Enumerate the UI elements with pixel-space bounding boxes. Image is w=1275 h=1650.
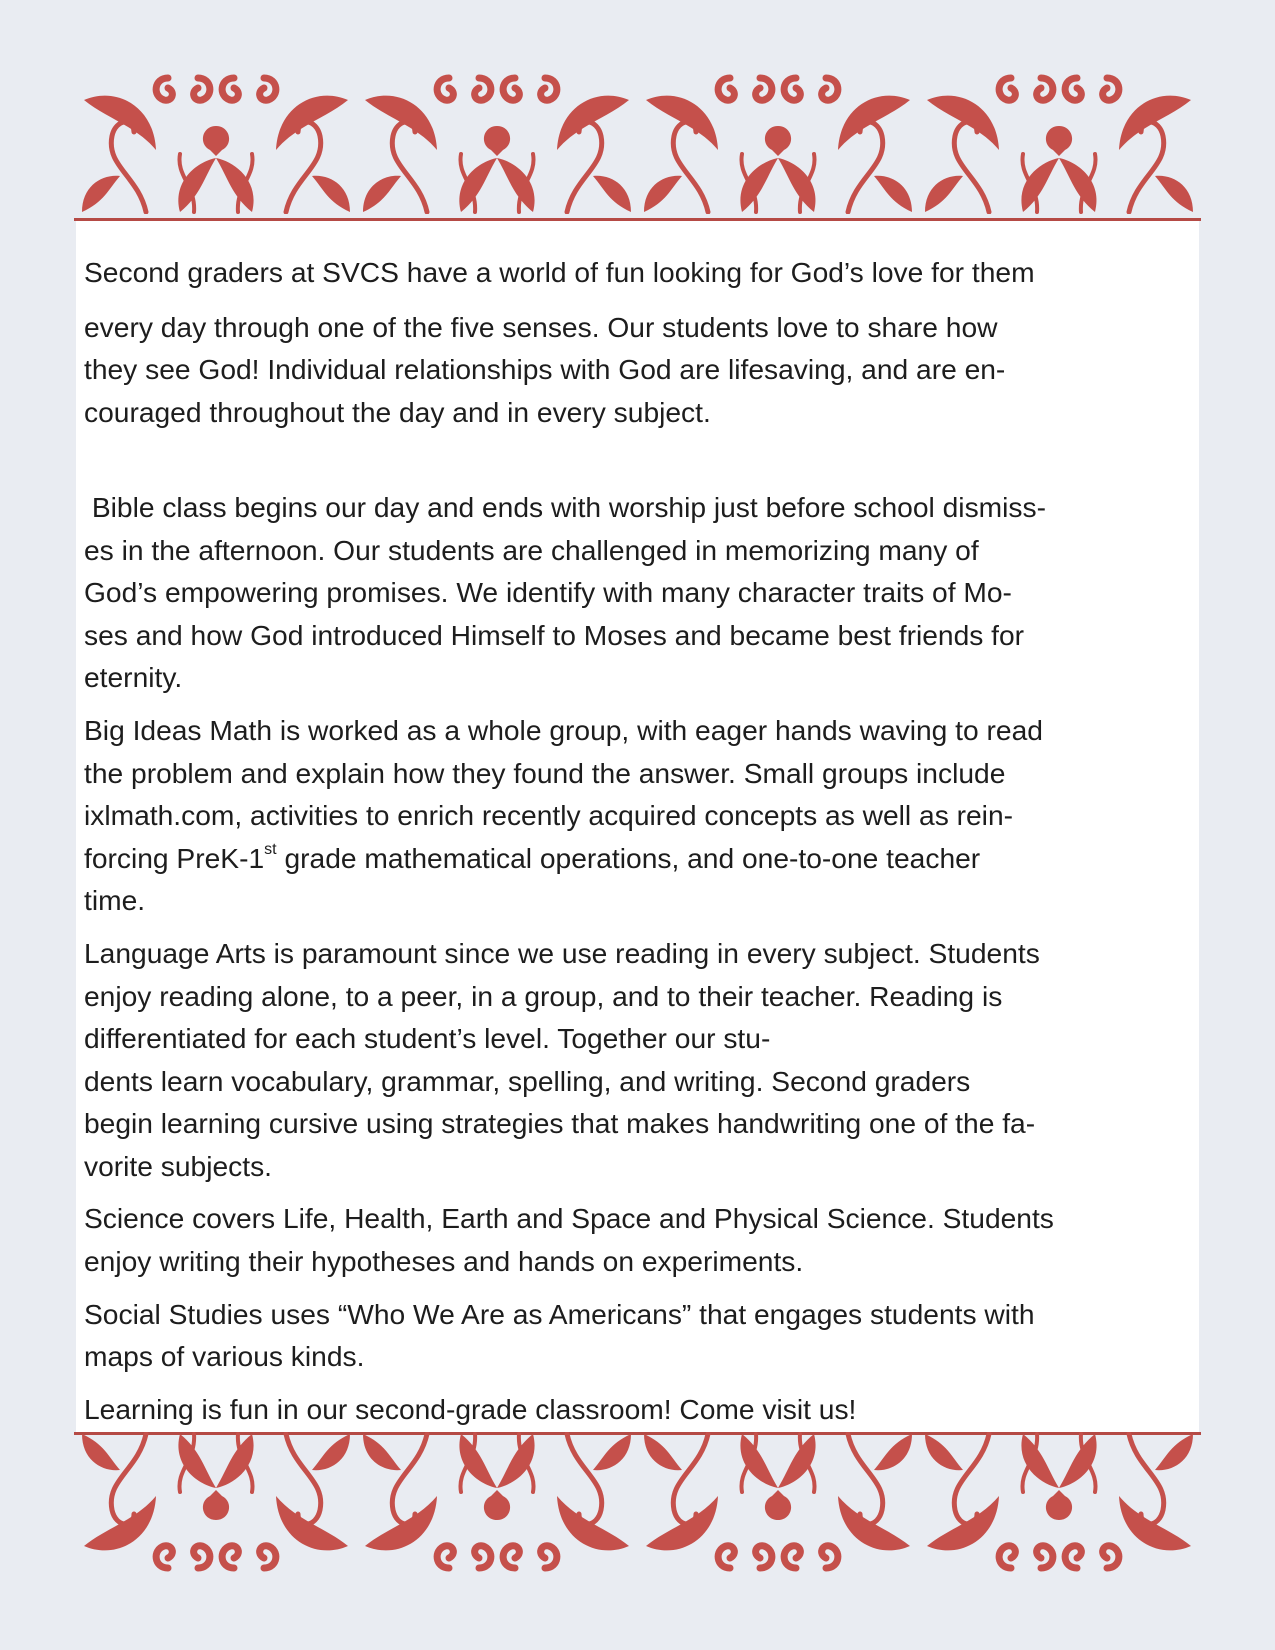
content-panel [76,221,1199,1432]
floral-border-icon [76,66,1200,214]
text-line: ixlmath.com, activities to enrich recently acquired concepts as well as rein- [84,799,1014,832]
text-line: they see God! Individual relationships with God are lifesaving, and are en- [84,353,1006,386]
ordinal-superscript: st [264,840,277,858]
paragraph-closing [84,1388,1191,1431]
text-line: God’s empowering promises. We identify with many character traits of Mo- [84,576,1012,609]
text-line: Bible class begins our day and ends with worship just before school dismiss- [84,490,1046,523]
text-line: the problem and explain how they found the answer. Small groups include [84,756,1006,789]
text-line: maps of various kinds. [84,1340,365,1373]
text-line: differentiated for each student’s level. Together our stu- [84,1022,771,1055]
bottom-floral-border [76,1432,1200,1580]
text-line: Big Ideas Math is worked as a whole group, with eager hands waving to read [84,713,1043,746]
text-line: Learning is fun in our second-grade classroom! Come visit us! [84,1392,857,1425]
text-line: es in the afternoon. Our students are challenged in memorizing many of [84,533,979,566]
paragraph-bible [84,443,1191,699]
text-line: Language Arts is paramount since we use reading in every subject. Students [84,936,1040,969]
text-line: couraged throughout the day and in every subject. [84,395,711,428]
text-fragment: grade mathematical operations, and one-to-one teacher [276,841,981,874]
text-line: time. [84,884,146,917]
paragraph-intro [84,251,1191,433]
text-line: eternity. [84,661,183,694]
top-floral-border [76,66,1200,214]
text-line-with-superscript [84,837,1191,880]
paragraph-science [84,1197,1191,1282]
text-line: Social Studies uses “Who We Are as Americans” that engages students with [84,1297,1035,1330]
paragraph-math [84,709,1191,922]
text-line: ses and how God introduced Himself to Moses and became best friends for [84,618,1025,651]
paragraph-language-arts [84,932,1191,1188]
text-line: vorite subjects. [84,1149,272,1182]
text-line: every day through one of the five senses. Our students love to share how [84,310,998,343]
text-line: enjoy writing their hypotheses and hands on experiments. [84,1245,804,1278]
text-line: begin learning cursive using strategies that makes handwriting one of the fa- [84,1107,1036,1140]
floral-border-icon [76,1432,1200,1580]
text-fragment: forcing PreK-1 [84,841,265,874]
text-line: enjoy reading alone, to a peer, in a group, and to their teacher. Reading is [84,979,1003,1012]
text-line: Science covers Life, Health, Earth and Space and Physical Science. Students [84,1202,1054,1235]
text-line: dents learn vocabulary, grammar, spelling, and writing. Second graders [84,1064,971,1097]
paragraph-social-studies [84,1293,1191,1378]
text-line: Second graders at SVCS have a world of fun looking for God’s love for them [84,256,1035,288]
